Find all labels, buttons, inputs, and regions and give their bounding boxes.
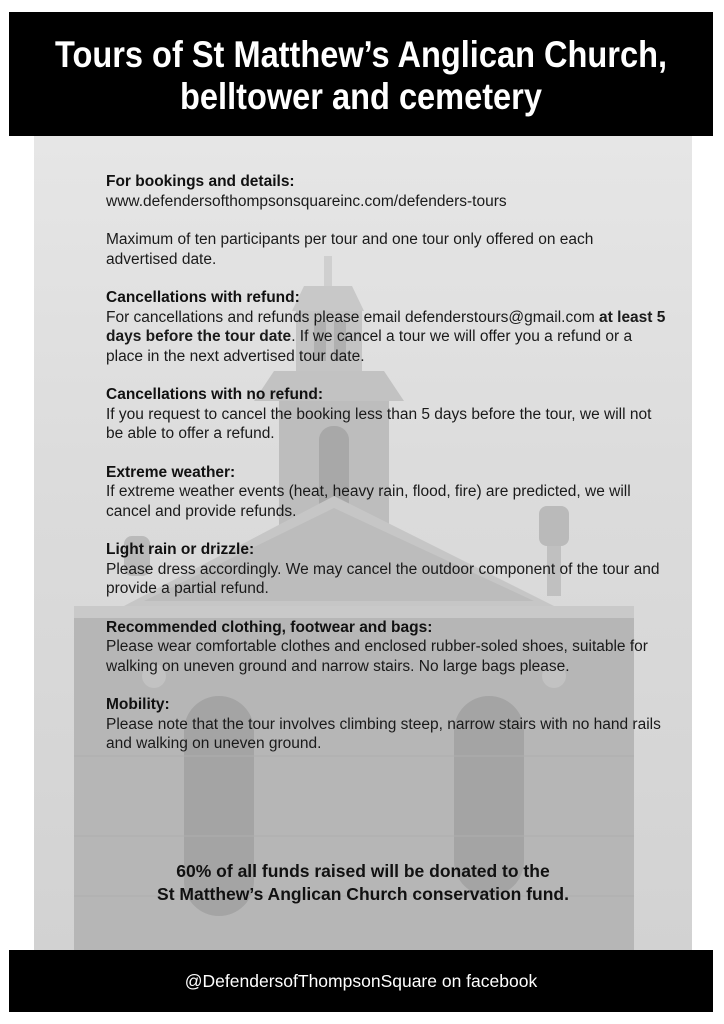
section-text-emphasis: at least 5 days before the tour date bbox=[106, 308, 666, 345]
flyer-title: Tours of St Matthew’s Anglican Church, belltower and cemetery bbox=[54, 34, 668, 117]
fund-line-2: St Matthew’s Anglican Church conservation fund. bbox=[157, 884, 569, 904]
title-banner bbox=[9, 12, 713, 136]
flyer-body bbox=[106, 172, 666, 773]
section-heading: Recommended clothing, footwear and bags: bbox=[106, 618, 433, 636]
flyer bbox=[9, 12, 713, 1012]
section-light-rain bbox=[106, 540, 666, 599]
section-cancellations-no-refund bbox=[106, 385, 666, 444]
section-mobility bbox=[106, 695, 666, 754]
section-text: Maximum of ten participants per tour and one tour only offered on each advertised date. bbox=[106, 231, 594, 268]
section-bookings bbox=[106, 172, 666, 211]
section-text: If you request to cancel the booking less than 5 days before the tour, we will not be able to offer a refund. bbox=[106, 405, 652, 442]
section-text: Please dress accordingly. We may cancel the outdoor component of the tour and provide a partial refund. bbox=[106, 560, 660, 597]
section-clothing bbox=[106, 618, 666, 677]
section-heading: Mobility: bbox=[106, 696, 170, 713]
section-text: Please wear comfortable clothes and enclosed rubber-soled shoes, suitable for walking on uneven ground and narrow stairs. No large bags please. bbox=[106, 638, 648, 675]
section-text-part: . If we cancel a tour we will offer you a refund or a place in the next advertised tour date. bbox=[106, 328, 633, 365]
footer-banner bbox=[9, 950, 713, 1012]
section-participants bbox=[106, 230, 666, 269]
section-extreme-weather bbox=[106, 463, 666, 522]
section-heading: Light rain or drizzle: bbox=[106, 541, 255, 558]
facebook-handle[interactable]: @DefendersofThompsonSquare on facebook bbox=[184, 971, 538, 991]
section-cancellations-refund bbox=[106, 288, 666, 366]
section-text bbox=[106, 308, 666, 367]
section-heading: Cancellations with no refund: bbox=[106, 386, 324, 403]
fund-line-1: 60% of all funds raised will be donated to the bbox=[176, 861, 550, 881]
section-heading: Extreme weather: bbox=[106, 463, 236, 481]
section-heading: For bookings and details: bbox=[106, 173, 295, 190]
bookings-url[interactable]: www.defendersofthompsonsquareinc.com/defenders-tours bbox=[106, 192, 507, 210]
section-text: Please note that the tour involves climbing steep, narrow stairs with no hand rails and walking on uneven ground. bbox=[106, 715, 661, 752]
section-heading: Cancellations with refund: bbox=[106, 289, 300, 306]
conservation-fund-note bbox=[39, 860, 687, 906]
section-text-part: For cancellations and refunds please email defenderstours@gmail.com bbox=[106, 308, 600, 326]
section-text: If extreme weather events (heat, heavy rain, flood, fire) are predicted, we will cancel and provide refunds. bbox=[106, 483, 631, 520]
